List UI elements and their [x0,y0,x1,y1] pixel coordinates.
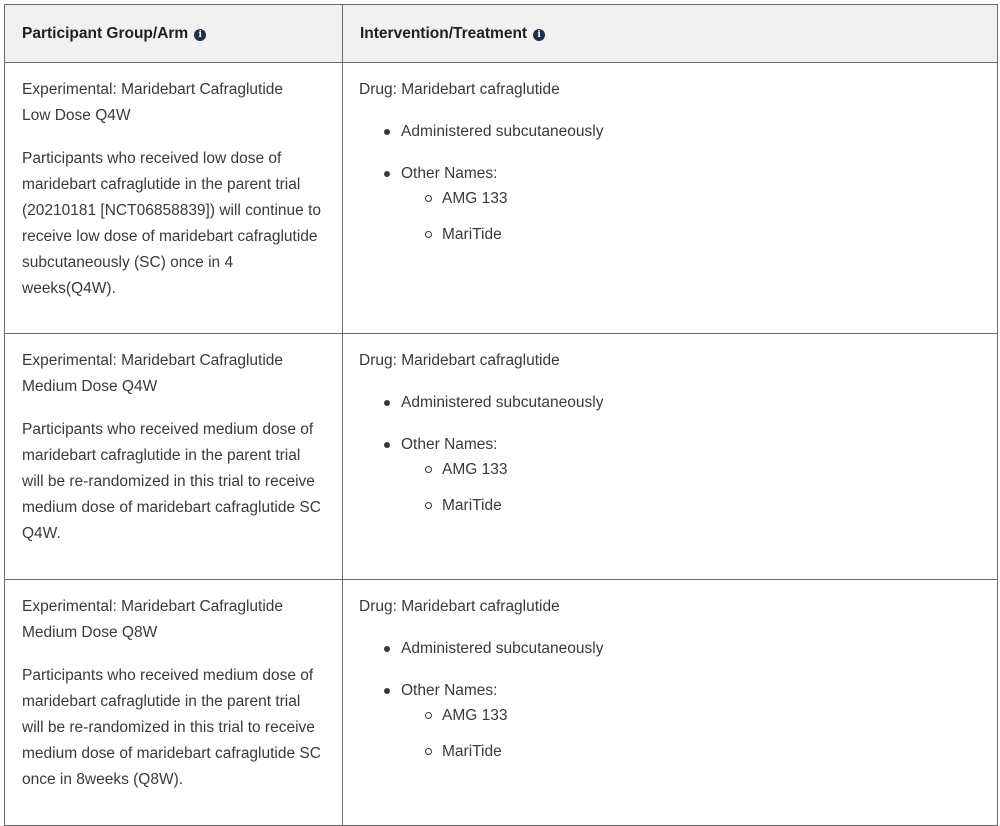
header-participant-group [5,5,343,63]
other-names-list [401,186,981,248]
table-header-row [5,5,998,63]
arm-cell [5,334,343,580]
route-item: Administered subcutaneously [384,119,981,145]
route-item: Administered subcutaneously [384,636,981,662]
other-name-item: AMG 133 [425,703,981,729]
intervention-cell [343,63,998,334]
header-intervention [343,5,998,63]
other-names-label: Other Names: [401,436,498,453]
arm-cell [5,580,343,826]
arm-title [22,348,324,400]
other-name-item: MariTide [425,739,981,765]
info-icon[interactable]: i [194,29,206,41]
header-intervention-label: Intervention/Treatment [360,24,528,42]
table-row [5,334,998,580]
intervention-details [359,390,981,519]
arm-description: Participants who received medium dose of maridebart cafraglutide in the parent trial will be re-randomized in this trial to receive medium dose of maridebart cafraglutide SC once in 8weeks (Q8W). [22,667,321,788]
drug-name: Drug: Maridebart cafraglutide [359,352,560,369]
intervention-details [359,119,981,248]
arm-title-line: Low Dose Q4W [22,107,131,124]
arm-title [22,77,324,129]
intervention-cell [343,580,998,826]
other-names-label: Other Names: [401,165,498,182]
arm-title-line: Medium Dose Q4W [22,378,158,395]
other-names-item [384,432,981,519]
route-item: Administered subcutaneously [384,390,981,416]
other-name-item: AMG 133 [425,186,981,212]
drug-name: Drug: Maridebart cafraglutide [359,81,560,98]
intervention-details [359,636,981,765]
other-name-item: MariTide [425,222,981,248]
other-name-item: AMG 133 [425,457,981,483]
arms-interventions-table [4,4,998,826]
arm-title-line: Experimental: Maridebart Cafraglutide [22,81,284,98]
other-names-list [401,457,981,519]
other-name-item: MariTide [425,493,981,519]
arm-title-line: Experimental: Maridebart Cafraglutide [22,598,284,615]
arm-title-line: Medium Dose Q8W [22,624,158,641]
drug-name: Drug: Maridebart cafraglutide [359,598,560,615]
intervention-cell [343,334,998,580]
arm-title [22,594,324,646]
other-names-item [384,678,981,765]
table-row [5,63,998,334]
arm-title-line: Experimental: Maridebart Cafraglutide [22,352,284,369]
table-row [5,580,998,826]
other-names-label: Other Names: [401,682,498,699]
arm-description: Participants who received medium dose of maridebart cafraglutide in the parent trial will be re-randomized in this trial to receive medium dose of maridebart cafraglutide SC Q4W. [22,421,321,542]
other-names-item [384,161,981,248]
other-names-list [401,703,981,765]
arms-interventions-container [4,4,997,826]
arm-description: Participants who received low dose of maridebart cafraglutide in the parent trial (20210181 [NCT06858839]) will continue to receive low dose of maridebart cafraglutide subcutaneously (SC) once in 4 weeks(Q4W). [22,150,321,297]
info-icon[interactable]: i [533,29,545,41]
arm-cell [5,63,343,334]
header-participant-group-label: Participant Group/Arm [22,24,189,42]
